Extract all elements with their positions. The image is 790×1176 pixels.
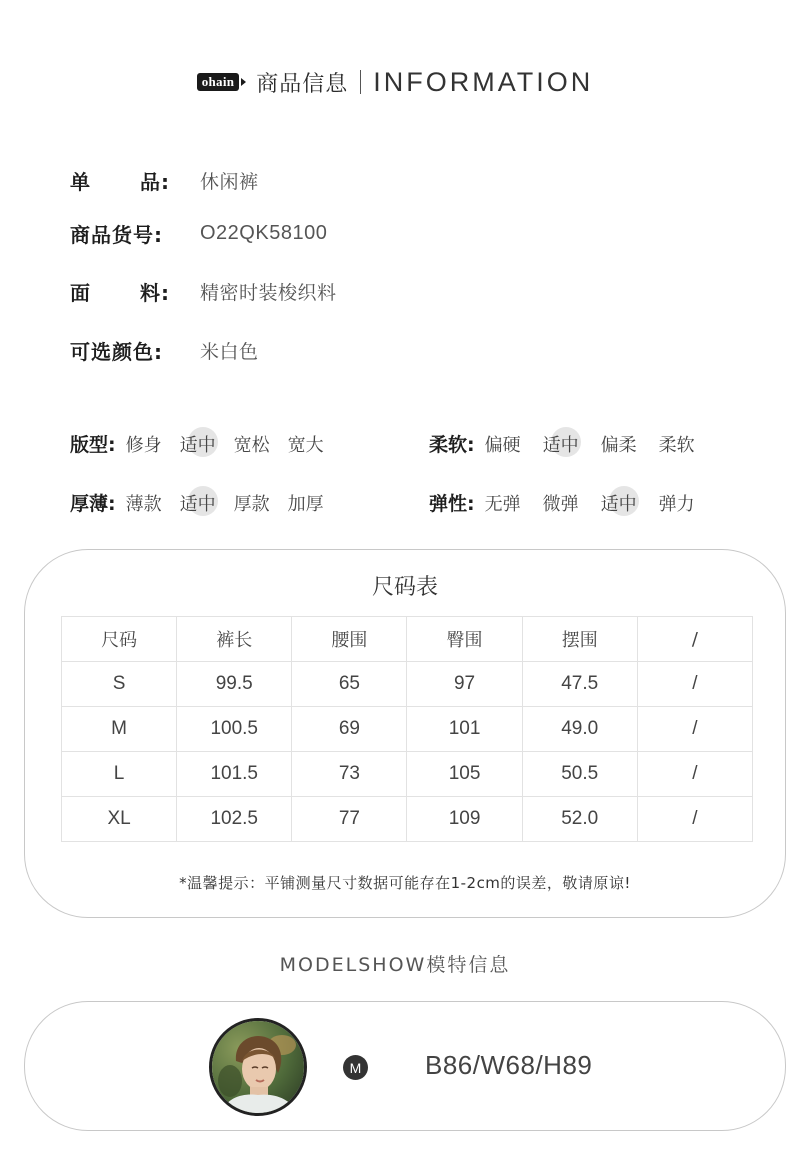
model-measurements: B86/W68/H89 bbox=[425, 1050, 593, 1080]
table-cell: 102.5 bbox=[177, 797, 292, 842]
table-row bbox=[62, 752, 753, 797]
attr-label: 柔软: bbox=[429, 434, 475, 456]
info-label-char: 面 bbox=[70, 281, 91, 305]
model-section-title: MODELSHOW模特信息 bbox=[279, 954, 511, 976]
model-size-badge: M bbox=[343, 1055, 368, 1080]
table-cell: 100.5 bbox=[177, 707, 292, 752]
table-cell: 47.5 bbox=[522, 662, 637, 707]
table-row bbox=[62, 707, 753, 752]
table-cell: / bbox=[637, 707, 752, 752]
table-cell: 99.5 bbox=[177, 662, 292, 707]
info-label-colon: : bbox=[161, 170, 170, 194]
attr-label: 弹性: bbox=[429, 493, 475, 515]
table-cell: 73 bbox=[292, 752, 407, 797]
table-cell: S bbox=[62, 662, 177, 707]
size-table-header-cell: 尺码 bbox=[62, 617, 177, 662]
model-avatar bbox=[209, 1018, 307, 1116]
attr-option: 偏柔 bbox=[600, 434, 637, 456]
size-table-header-cell: 腰围 bbox=[292, 617, 407, 662]
size-table bbox=[61, 616, 753, 842]
attr-elasticity bbox=[429, 489, 713, 516]
table-cell: 65 bbox=[292, 662, 407, 707]
size-chart-panel bbox=[24, 549, 786, 918]
attr-option-selected: 适中 bbox=[180, 490, 216, 516]
info-label-char: 单 bbox=[70, 170, 91, 194]
attr-option: 柔软 bbox=[658, 434, 695, 456]
table-cell: / bbox=[637, 752, 752, 797]
header-title-cn: 商品信息 bbox=[256, 71, 349, 97]
logo-arrow-icon bbox=[241, 78, 246, 86]
header-title-en: INFORMATION bbox=[373, 66, 594, 97]
attr-option-selected: 适中 bbox=[601, 490, 637, 516]
info-value-item: 休闲裤 bbox=[200, 171, 259, 193]
info-label: 商品货号: bbox=[70, 223, 163, 247]
info-row-sku bbox=[70, 219, 670, 248]
table-cell: 105 bbox=[407, 752, 522, 797]
model-info-panel bbox=[24, 1001, 786, 1131]
attr-option: 无弹 bbox=[484, 493, 521, 515]
attr-label: 版型: bbox=[70, 434, 116, 456]
table-cell: M bbox=[62, 707, 177, 752]
attr-option: 修身 bbox=[125, 434, 162, 456]
model-portrait-icon bbox=[212, 1021, 304, 1113]
attr-label: 厚薄: bbox=[70, 493, 116, 515]
attr-option: 加厚 bbox=[287, 493, 324, 515]
table-cell: L bbox=[62, 752, 177, 797]
size-table-header-cell: 臀围 bbox=[407, 617, 522, 662]
section-header bbox=[0, 66, 790, 98]
attr-option: 薄款 bbox=[125, 493, 162, 515]
table-cell: 77 bbox=[292, 797, 407, 842]
info-value-color: 米白色 bbox=[200, 341, 259, 363]
table-cell: 52.0 bbox=[522, 797, 637, 842]
table-row bbox=[62, 797, 753, 842]
info-label bbox=[70, 277, 170, 306]
info-label: 可选颜色: bbox=[70, 340, 163, 364]
brand-logo: ohain bbox=[197, 73, 240, 91]
info-value-sku: O22QK58100 bbox=[200, 222, 328, 244]
attr-option-selected: 适中 bbox=[543, 431, 579, 457]
attr-option: 弹力 bbox=[658, 493, 695, 515]
table-cell: 69 bbox=[292, 707, 407, 752]
attr-softness bbox=[429, 430, 713, 457]
table-cell: / bbox=[637, 797, 752, 842]
info-row-fabric bbox=[70, 277, 670, 306]
table-cell: XL bbox=[62, 797, 177, 842]
table-cell: 101.5 bbox=[177, 752, 292, 797]
table-cell: 109 bbox=[407, 797, 522, 842]
size-table-header-cell: 裤长 bbox=[177, 617, 292, 662]
table-cell: 49.0 bbox=[522, 707, 637, 752]
table-cell: 50.5 bbox=[522, 752, 637, 797]
table-cell: 101 bbox=[407, 707, 522, 752]
info-value-fabric: 精密时装梭织料 bbox=[200, 282, 337, 304]
attr-option: 偏硬 bbox=[484, 434, 521, 456]
size-chart-note: *温馨提示：平铺测量尺寸数据可能存在1-2cm的误差，敬请原谅! bbox=[179, 874, 631, 892]
attr-option: 宽大 bbox=[287, 434, 324, 456]
table-row bbox=[62, 662, 753, 707]
info-label-char: 品 bbox=[140, 170, 161, 194]
table-cell: / bbox=[637, 662, 752, 707]
table-cell: 97 bbox=[407, 662, 522, 707]
attr-option: 厚款 bbox=[233, 493, 270, 515]
info-label-colon: : bbox=[161, 281, 170, 305]
attr-option: 宽松 bbox=[233, 434, 270, 456]
attr-option-selected: 适中 bbox=[180, 431, 216, 457]
attr-fit bbox=[70, 430, 342, 457]
size-table-header-row bbox=[62, 617, 753, 662]
attr-thickness bbox=[70, 489, 342, 516]
attr-option: 微弹 bbox=[542, 493, 579, 515]
header-divider bbox=[360, 70, 361, 94]
size-table-header-cell: / bbox=[637, 617, 752, 662]
info-label-char: 料 bbox=[140, 281, 161, 305]
size-table-header-cell: 摆围 bbox=[522, 617, 637, 662]
info-label bbox=[70, 166, 170, 195]
size-chart-title: 尺码表 bbox=[371, 575, 438, 600]
info-row-color bbox=[70, 336, 670, 365]
info-row-item bbox=[70, 166, 670, 195]
